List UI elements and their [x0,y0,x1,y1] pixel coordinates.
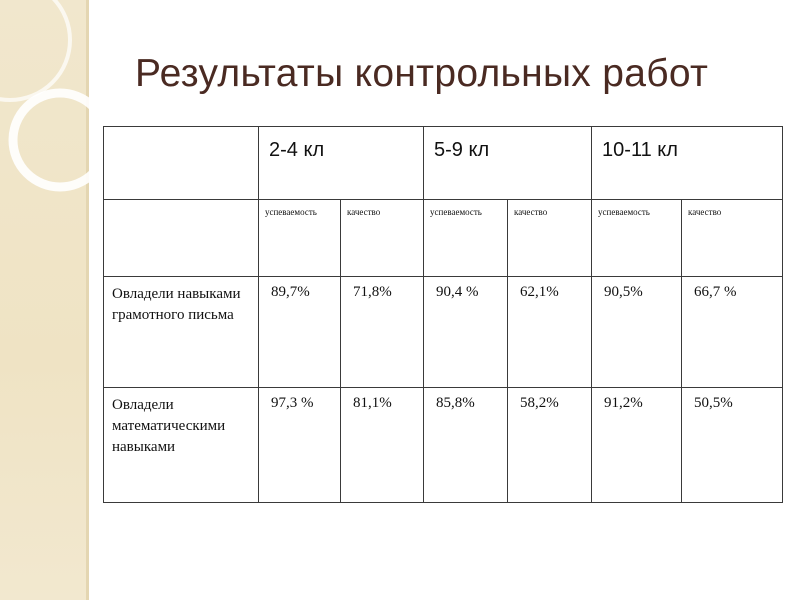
subheader-row [104,200,783,277]
slide-title: Результаты контрольных работ [135,52,709,95]
value-cell: 66,7 % [682,277,783,388]
subheader-cell: качество [341,200,424,277]
grade-header-10-11: 10-11 кл [592,127,783,200]
value-cell: 90,5% [592,277,682,388]
grade-header-row [104,127,783,200]
subheader-cell: качество [508,200,592,277]
value-cell: 81,1% [341,388,424,503]
value-cell: 97,3 % [259,388,341,503]
empty-subheader-label-cell [104,200,259,277]
value-cell: 85,8% [424,388,508,503]
value-cell: 89,7% [259,277,341,388]
results-table [103,126,783,503]
subheader-cell: качество [682,200,783,277]
table-row-writing [104,277,783,388]
subheader-cell: успеваемость [259,200,341,277]
value-cell: 71,8% [341,277,424,388]
grade-header-5-9: 5-9 кл [424,127,592,200]
value-cell: 90,4 % [424,277,508,388]
value-cell: 58,2% [508,388,592,503]
grade-header-2-4: 2-4 кл [259,127,424,200]
value-cell: 62,1% [508,277,592,388]
row-label-writing: Овладели навыками грамотного письма [104,277,259,388]
empty-corner-cell [104,127,259,200]
subheader-cell: успеваемость [424,200,508,277]
value-cell: 50,5% [682,388,783,503]
value-cell: 91,2% [592,388,682,503]
subheader-cell: успеваемость [592,200,682,277]
table-row-math [104,388,783,503]
row-label-math: Овладели математическими навыками [104,388,259,503]
